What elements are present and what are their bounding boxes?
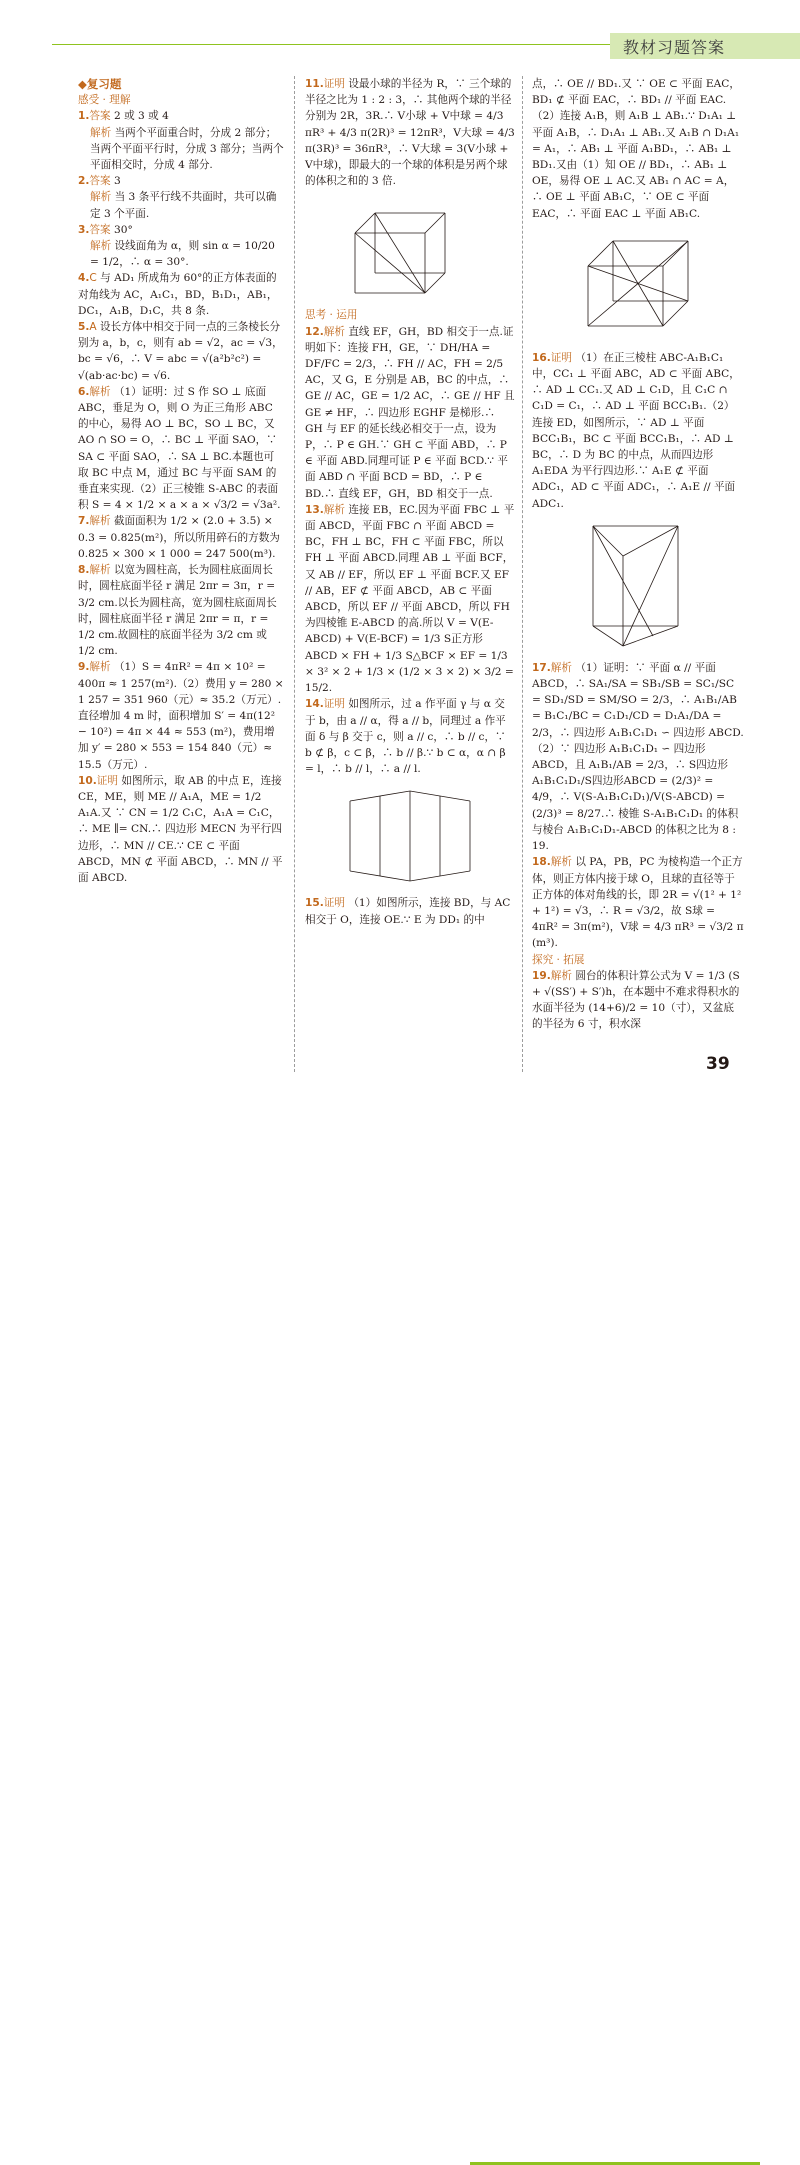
column-right [532, 76, 744, 1033]
answer-tag: 解析 [323, 325, 349, 338]
answer-text: 设最小球的半径为 R，∵ 三个球的半径之比为 1 : 2 : 3，∴ 其他两个球的半径分别为 2R，3R.∴ V小球 + V中球 = 4/3 πR³ + 4/3 π(2R)³ = 12πR³，V大球 = 4/3 π(3R)³ = 36πR³，∴ V大球 = 3(V小球 + V中球)，即最大的一个球的体积是另两个球的体积之和的 3 倍. [305, 78, 515, 188]
answer-item [78, 222, 284, 238]
page-footer [0, 1070, 800, 1100]
answer-item [532, 968, 744, 1033]
answer-tag: 解析 [89, 661, 114, 674]
answer-item [78, 319, 284, 384]
answer-tag: 证明 [323, 698, 349, 711]
answer-text: 以 PA，PB，PC 为棱构造一个正方体，则正方体内接于球 O，且球的直径等于正方体的体对角线的长，即 2R = √(1² + 1² + 1²) = √3，∴ R = √3/2，故 S球 = 4πR² = 3π(m²)，V球 = 4/3 πR³ = √3/2 π (m³). [532, 856, 744, 950]
figure-edge [588, 241, 613, 266]
item-number: 10. [78, 774, 97, 787]
figure-edge [593, 626, 623, 646]
subsection-heading: 探究 · 拓展 [532, 953, 585, 966]
subsection-heading: 思考 · 运用 [305, 309, 358, 322]
answer-text: 以宽为圆柱高，长为圆柱底面周长时，圆柱底面半径 r 满足 2πr = 3π，r = 3/2 cm.以长为圆柱高，宽为圆柱底面周长时，圆柱底面半径 r 满足 2πr = π，r = 1/2 cm.故圆柱的底面半径为 3/2 cm 或 1/2 cm. [78, 564, 277, 658]
item-number: 17. [532, 661, 551, 674]
answer-tag: 解析 [89, 564, 114, 577]
answer-tag: 证明 [550, 351, 576, 364]
answer-item [78, 562, 284, 659]
answer-tag: 解析 [90, 191, 115, 204]
figure-edge [623, 526, 678, 556]
answer-text: 当两个平面重合时，分成 2 部分；当两个平面平行时，分成 3 部分；当两个平面相交时，分成 4 部分. [90, 126, 284, 172]
figure-edge [375, 213, 425, 293]
answer-item [532, 76, 744, 222]
item-number: 13. [305, 503, 324, 516]
figure-edge [623, 626, 678, 646]
answer-tag: 答案 [89, 223, 114, 236]
answer-item [305, 895, 515, 927]
answer-text: （1）证明：∵ 平面 α // 平面 ABCD，∴ SA₁/SA = SB₁/SB = SC₁/SC = SD₁/SD = SM/SO = 2/3，∴ A₁B₁/AB = B₁C₁/BC = C₁D₁/CD = D₁A₁/DA = 2/3，∴ 四边形 A₁B₁C₁D₁ ∽ 四边形 ABCD.（2）∵ 四边形 A₁B₁C₁D₁ ∽ 四边形 ABCD，且 A₁B₁/AB = 2/3，∴ S四边形A₁B₁C₁D₁/S四边形ABCD = (2/3)² = 4/9，∴ V(S-A₁B₁C₁D₁)/V(S-ABCD) = (2/3)³ = 8/27.∴ 棱锥 S-A₁B₁C₁D₁ 的体积与棱台 A₁B₁C₁D₁-ABCD 的体积之比为 8 : 19. [532, 661, 744, 853]
answer-text: 如图所示，过 a 作平面 γ 与 α 交于 b，由 a // α，得 a // b，同理过 a 作平面 δ 与 β 交于 c，则 a // c，∴ b // c，∵ b ⊄ β，c ⊂ β，∴ b // β.∵ b ⊂ α，α ∩ β = l，∴ b // l，∴ a // l. [305, 698, 506, 776]
answer-item [305, 696, 515, 777]
answer-tag: 解析 [89, 515, 114, 528]
figure-edge [355, 213, 375, 233]
answer-item [78, 659, 284, 772]
answer-tag: 解析 [550, 856, 576, 869]
item-number: 18. [532, 856, 551, 869]
answer-text: 点，∴ OE // BD₁.又 ∵ OE ⊂ 平面 EAC，BD₁ ⊄ 平面 EAC，∴ BD₁ // 平面 EAC.（2）连接 A₁B，则 A₁B ⊥ AB₁.∵ D₁A₁ ⊥ 平面 A₁B，∴ D₁A₁ ⊥ AB₁.又 A₁B ∩ D₁A₁ = A₁，∴ AB₁ ⊥ 平面 A₁BD₁，∴ AB₁ ⊥ BD₁.又由（1）知 OE // BD₁，∴ AB₁ ⊥ OE，易得 OE ⊥ AC.又 AB₁ ∩ AC = A，∴ OE ⊥ 平面 AB₁C，∵ OE ⊂ 平面 EAC，∴ 平面 EAC ⊥ 平面 AB₁C. [532, 78, 740, 220]
item-number: 12. [305, 325, 324, 338]
answer-text: 截面面积为 1/2 × (2.0 + 3.5) × 0.3 = 0.825(m²)，所以所用碎石的方数为 0.825 × 300 × 1 000 = 247 500(m³). [78, 515, 280, 560]
figure-edge [663, 301, 688, 326]
answer-item [78, 513, 284, 562]
page-number: 39 [706, 1054, 730, 1074]
footer-rule [470, 2150, 760, 2165]
answer-text: 如图所示，取 AB 的中点 E，连接 CE，ME，则 ME // A₁A，ME = 1/2 A₁A.又 ∵ CN = 1/2 C₁C，A₁A = C₁C，∴ ME ∥= CN.∴ 四边形 MECN 为平行四边形，∴ MN // CE.∵ CE ⊂ 平面 ABCD，MN ⊄ 平面 ABCD，∴ MN // 平面 ABCD. [78, 774, 283, 884]
item-number: 4. [78, 272, 90, 285]
answer-tag: 证明 [323, 897, 349, 910]
item-number: 14. [305, 698, 324, 711]
answer-item [78, 125, 284, 174]
answer-tag: 解析 [550, 661, 576, 674]
item-number: 8. [78, 564, 90, 577]
figure-edge [425, 273, 445, 293]
answer-item [532, 854, 744, 951]
planes-figure [340, 781, 480, 891]
figure-edge [663, 241, 688, 266]
answer-tag: 解析 [550, 969, 576, 982]
item-number: 15. [305, 897, 324, 910]
item-number: 9. [78, 661, 90, 674]
answer-item [78, 173, 284, 189]
answer-tag: 解析 [323, 503, 349, 516]
header-rule [52, 44, 610, 45]
answer-tag: 证明 [96, 774, 122, 787]
answer-item [78, 189, 284, 221]
answer-tag: 解析 [90, 240, 115, 253]
answer-tag: 解析 [90, 126, 115, 139]
answer-item [532, 350, 744, 512]
answer-tag: 解析 [89, 385, 114, 398]
answer-item [305, 76, 515, 189]
subsection-heading: 感受 · 理解 [78, 94, 131, 107]
column-divider [294, 76, 295, 1072]
answer-text: 30° [113, 223, 133, 236]
answer-text: 连接 EB，EC.因为平面 FBC ⊥ 平面 ABCD，平面 FBC ∩ 平面 ABCD = BC，FH ⊥ BC，FH ⊂ 平面 FBC，所以 FH ⊥ 平面 ABCD.同理 AB ⊥ 平面 BCF，又 AB // EF，所以 EF ⊥ 平面 BCF.又 EF // AB，EF ⊄ 平面 ABCD，AB ⊂ 平面 ABCD，所以 EF // 平面 ABCD，所以 FH 为四棱锥 E-ABCD 的高.所以 V = V(E-ABCD) + V(E-BCF) = 1/3 S正方形ABCD × FH + 1/3 S△BCF × EF = 1/3 × 3² × 2 + 1/3 × (1/2 × 3 × 2) × 3/2 = 15/2. [305, 503, 515, 695]
answer-text: 当 3 条平行线不共面时，共可以确定 3 个平面. [90, 191, 277, 220]
answer-item [305, 324, 515, 502]
figure-edge [593, 526, 623, 556]
answer-tag: 证明 [323, 78, 349, 90]
answer-tag: C [89, 272, 101, 285]
item-number: 16. [532, 351, 551, 364]
answer-item [78, 773, 284, 886]
item-number: 2. [78, 175, 90, 188]
section-heading: ◆复习题 [78, 77, 122, 91]
figure-edge [588, 241, 688, 326]
answer-text: （1）如图所示，连接 BD，与 AC 相交于 O，连接 OE.∵ E 为 DD₁ 的中 [305, 897, 511, 926]
column-divider [522, 76, 523, 1072]
answer-item [78, 108, 284, 124]
answer-tag: 答案 [89, 175, 114, 188]
item-number: 6. [78, 385, 90, 398]
header-title: 教材习题答案 [623, 38, 726, 57]
answer-text: （1）在正三棱柱 ABC-A₁B₁C₁ 中，CC₁ ⊥ 平面 ABC，AD ⊂ 平面 ABC，∴ AD ⊥ CC₁.又 AD ⊥ C₁D，且 C₁C ∩ C₁D = C₁，∴ AD ⊥ 平面 BCC₁B₁.（2）连接 ED，如图所示，∵ AD ⊥ 平面 BCC₁B₁，BC ⊂ 平面 BCC₁B₁，∴ AD ⊥ BC，∴ D 为 BC 的中点，从而四边形 A₁EDA 为平行四边形.∵ A₁E ⊄ 平面 ADC₁，AD ⊂ 平面 ADC₁，∴ A₁E // 平面 ADC₁. [532, 351, 740, 510]
answer-text: 2 或 3 或 4 [113, 110, 169, 123]
prism-figure [583, 516, 693, 656]
cube-figure [345, 193, 475, 303]
answer-item [532, 660, 744, 854]
answer-text: 3 [113, 175, 121, 188]
answer-item [78, 384, 284, 514]
answer-text: 圆台的体积计算公式为 V = 1/3 (S + √(SS′) + S′)h，在本题中不难求得积水的水面半径为 (14+6)/2 = 10（寸），又盆底的半径为 6 寸，积水深 [532, 969, 740, 1031]
answer-text: 设线面角为 α，则 sin α = 10/20 = 1/2，∴ α = 30°. [90, 240, 275, 269]
cube-figure-2 [573, 226, 703, 346]
answer-text: 直线 EF，GH，BD 相交于一点.证明如下：连接 FH，GE，∵ DH/HA = DF/FC = 2/3，∴ FH // AC，FH = 2/5 AC，又 G，E 分别是 AB，BC 的中点，∴ GE // AC，GE = 1/2 AC，∴ GE // HF 且 GE ≠ HF，∴ 四边形 EGHF 是梯形.∴ GH 与 EF 的延长线必相交于一点，设为 P，∴ P ∈ GH.∵ GH ⊂ 平面 ABD，∴ P ∈ 平面 ABD.同理可证 P ∈ 平面 BCD.∵ 平面 ABD ∩ 平面 BCD = BD，∴ P ∈ BD.∴ 直线 EF，GH，BD 相交于一点. [305, 325, 515, 500]
answer-text: （1）S = 4πR² = 4π × 10² = 400π ≈ 1 257(m²).（2）费用 y = 280 × 1 257 = 351 960（元）≈ 35.2（万元）.直径增加 4 m 时，面积增加 S′ = 4π(12² − 10²) = 4π × 44 ≈ 553 (m²)，费用增加 y′ = 280 × 553 = 154 840（元）≈ 15.5（万元）. [78, 661, 284, 771]
item-number: 1. [78, 110, 90, 123]
answer-text: 与 AD₁ 所成角为 60°的正方体表面的对角线为 AC，A₁C₁，BD，B₁D₁，AB₁，DC₁，A₁B，D₁C，共 8 条. [78, 272, 278, 317]
answer-tag: 答案 [89, 110, 114, 123]
item-number: 7. [78, 515, 90, 528]
figure-edge [355, 233, 425, 293]
answer-tag: A [89, 321, 101, 334]
column-middle [305, 76, 515, 928]
item-number: 3. [78, 223, 90, 236]
page-header [0, 0, 800, 60]
figure-edge [623, 526, 678, 646]
item-number: 5. [78, 321, 90, 334]
answer-item [78, 238, 284, 270]
answer-text: 设长方体中相交于同一点的三条棱长分别为 a，b，c，则有 ab = √2，ac = √3，bc = √6，∴ V = abc = √(a²b²c²) = √(ab·ac·bc) = √6. [78, 321, 283, 382]
item-number: 11. [305, 78, 324, 90]
column-left [78, 76, 284, 886]
item-number: 19. [532, 969, 551, 982]
figure-edge [425, 213, 445, 233]
answer-text: （1）证明：过 S 作 SO ⊥ 底面 ABC，垂足为 O，则 O 为正三角形 ABC 的中心，易得 AO ⊥ BC，SO ⊥ BC，又 AO ∩ SO = O，∴ BC ⊥ 平面 SAO，∵ SA ⊂ 平面 SAO，∴ SA ⊥ BC.本题也可取 BC 中点 M，通过 BC 与平面 SAM 的垂直来实现.（2）正三棱锥 S-ABC 的表面积 S = 4 × 1/2 × a × a × √3/2 = √3a². [78, 385, 281, 512]
answer-item [78, 270, 284, 319]
answer-item [305, 502, 515, 696]
